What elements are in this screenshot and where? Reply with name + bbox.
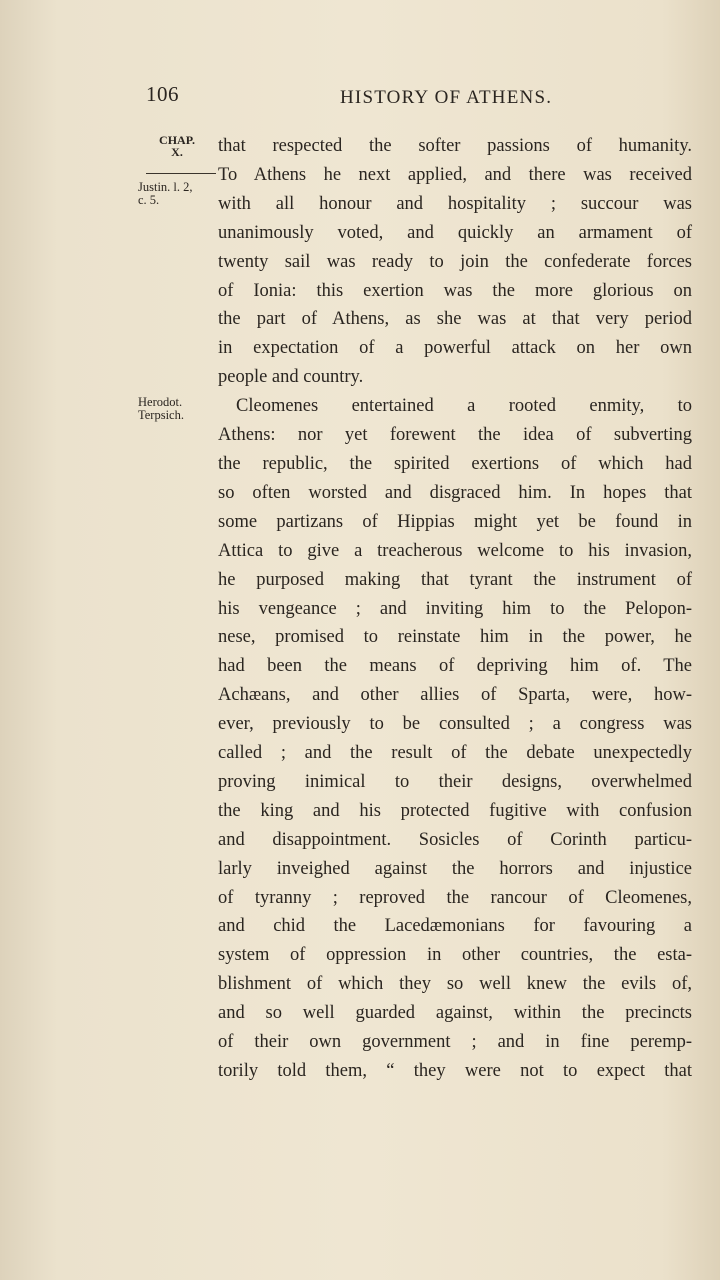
text-line: that respected the softer passions of humanity.	[218, 136, 692, 156]
text-line: To Athens he next applied, and there was received	[218, 164, 692, 185]
text-line: the part of Athens, as she was at that very period	[218, 309, 692, 330]
text-line: so often worsted and disgraced him. In hopes that	[218, 482, 692, 503]
text-line: torily told them, “ they were not to expect that	[218, 1061, 692, 1081]
text-line: called ; and the result of the debate unexpectedly	[218, 743, 692, 764]
text-line: and so well guarded against, within the precincts	[218, 1003, 692, 1024]
text-line: with all honour and hospitality ; succour was	[218, 193, 692, 214]
text-line: Attica to give a treacherous welcome to his invasion,	[218, 540, 692, 561]
text-line: larly inveighed against the horrors and injustice	[218, 858, 692, 879]
text-line: of Ionia: this exertion was the more glorious on	[218, 280, 692, 301]
page-number: 106	[146, 82, 179, 106]
chapter-label: CHAP.	[159, 133, 195, 147]
body-text	[218, 132, 692, 1086]
text-line: Cleomenes entertained a rooted enmity, to	[236, 396, 692, 417]
text-line: the republic, the spirited exertions of which had	[218, 453, 692, 474]
text-line: and chid the Lacedæmonians for favouring a	[218, 916, 692, 937]
margin-note-herodot	[138, 396, 216, 422]
margin-note-herodot-line1: Herodot.	[138, 395, 183, 409]
text-line: nese, promised to reinstate him in the power, he	[218, 627, 692, 648]
chapter-marker	[152, 134, 202, 158]
text-line: of tyranny ; reproved the rancour of Cleomenes,	[218, 887, 692, 908]
text-line: of their own government ; and in fine peremp-	[218, 1032, 692, 1053]
text-line: in expectation of a powerful attack on her own	[218, 338, 692, 359]
running-head: HISTORY OF ATHENS.	[340, 87, 553, 108]
text-line: people and country.	[218, 367, 364, 388]
text-line: blishment of which they so well knew the evils of,	[218, 974, 692, 995]
text-line: proving inimical to their designs, overwhelmed	[218, 771, 692, 792]
margin-note-justin-line1: Justin. l. 2,	[138, 180, 193, 194]
text-line: had been the means of depriving him of. The	[218, 656, 692, 677]
text-line: the king and his protected fugitive with confusion	[218, 800, 692, 821]
margin-note-herodot-line2: Terpsich.	[138, 408, 184, 422]
chapter-number: X.	[171, 145, 183, 159]
text-line: Athens: nor yet forewent the idea of subverting	[218, 425, 692, 446]
text-line: ever, previously to be consulted ; a congress was	[218, 714, 692, 735]
text-line: some partizans of Hippias might yet be found in	[218, 511, 692, 532]
text-line: he purposed making that tyrant the instrument of	[218, 569, 692, 590]
text-line: unanimously voted, and quickly an armament of	[218, 222, 692, 243]
text-line: and disappointment. Sosicles of Corinth particu-	[218, 829, 692, 850]
text-line: system of oppression in other countries, the esta-	[218, 945, 692, 966]
text-line: twenty sail was ready to join the confederate forces	[218, 251, 692, 272]
text-line: his vengeance ; and inviting him to the Pelopon-	[218, 598, 692, 619]
chapter-rule	[146, 173, 216, 174]
margin-note-justin	[138, 181, 216, 207]
text-line: Achæans, and other allies of Sparta, were, how-	[218, 685, 692, 706]
margin-note-justin-line2: c. 5.	[138, 193, 160, 207]
